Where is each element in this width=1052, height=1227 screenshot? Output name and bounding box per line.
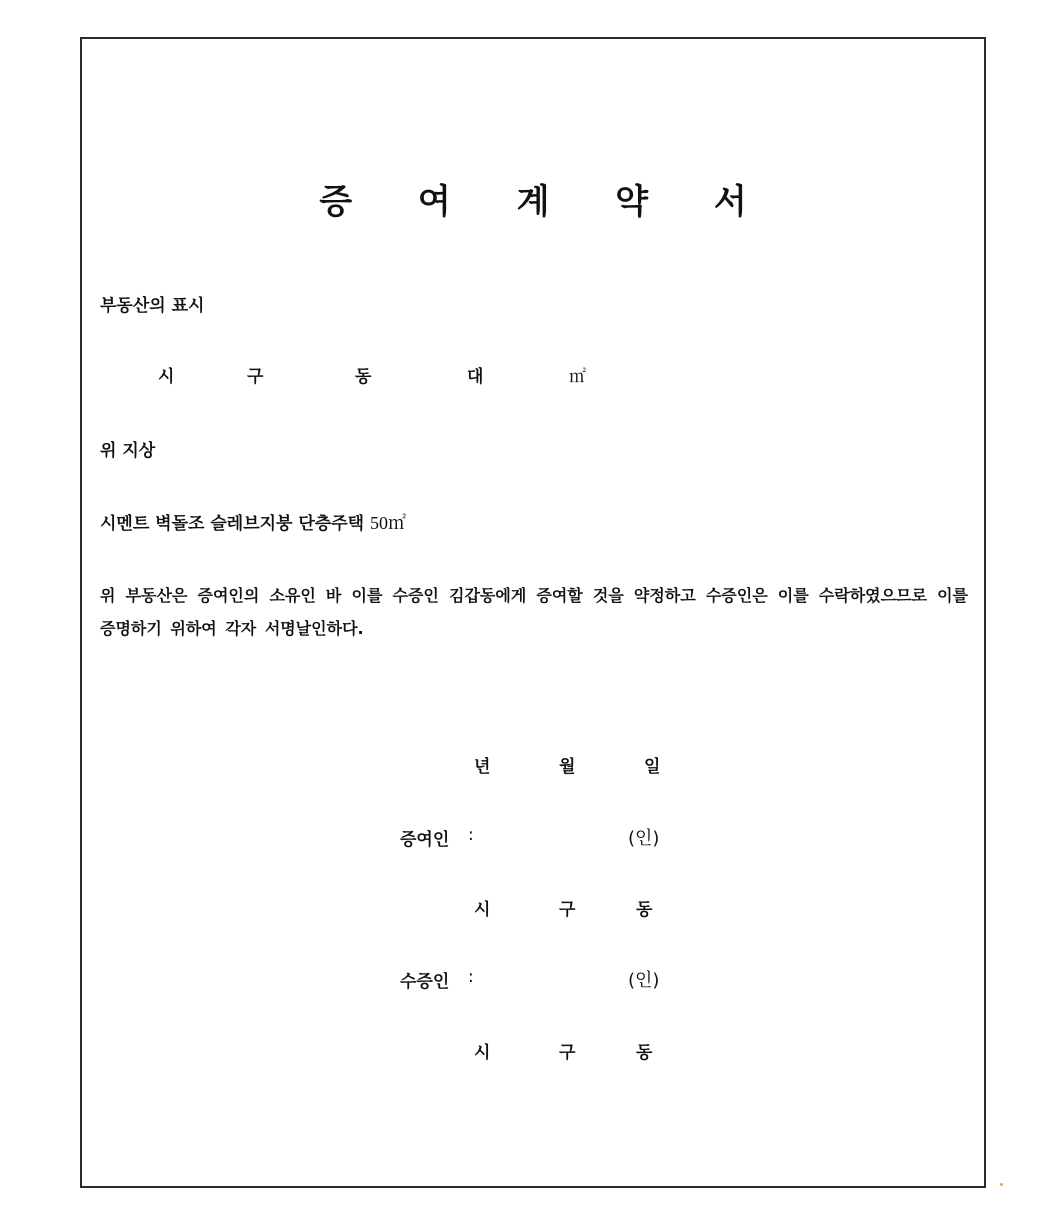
date-year: 년 [474, 757, 491, 777]
above-ground-label: 위 지상 [100, 441, 156, 461]
donor-seal: (인) [628, 828, 660, 849]
donee-address-si: 시 [474, 1043, 491, 1063]
donee-colon: : [468, 967, 474, 987]
building-area: 50㎡ [370, 513, 407, 533]
donee-address-dong: 동 [636, 1043, 653, 1063]
contract-body-text: 위 부동산은 증여인의 소유인 바 이를 수증인 김갑동에게 증여할 것을 약정하고 수증인은 이를 수락하였으므로 이를 증명하기 위하여 각자 서명날인하다. [100, 586, 968, 638]
address-dae: 대 [467, 367, 484, 387]
address-area-unit: ㎡ [569, 367, 586, 387]
property-section-label: 부동산의 표시 [100, 296, 205, 316]
donee-address-gu: 구 [559, 1043, 576, 1063]
donee-label: 수증인 [400, 972, 450, 992]
stray-dot [1000, 1183, 1003, 1186]
document-page [80, 37, 986, 1188]
building-text: 시멘트 벽돌조 슬레브지붕 단층주택 [100, 514, 365, 534]
document-title: 증 여 계 약 서 [319, 182, 774, 222]
address-dong: 동 [355, 367, 372, 387]
donee-seal: (인) [628, 970, 660, 991]
address-gu: 구 [247, 367, 264, 387]
donor-address-dong: 동 [636, 900, 653, 920]
donor-label: 증여인 [400, 830, 450, 850]
address-si: 시 [158, 367, 175, 387]
building-description [100, 509, 406, 535]
donor-colon: : [468, 825, 474, 845]
donor-address-gu: 구 [559, 900, 576, 920]
date-month: 월 [559, 757, 576, 777]
donor-address-si: 시 [474, 900, 491, 920]
date-day: 일 [644, 757, 661, 777]
